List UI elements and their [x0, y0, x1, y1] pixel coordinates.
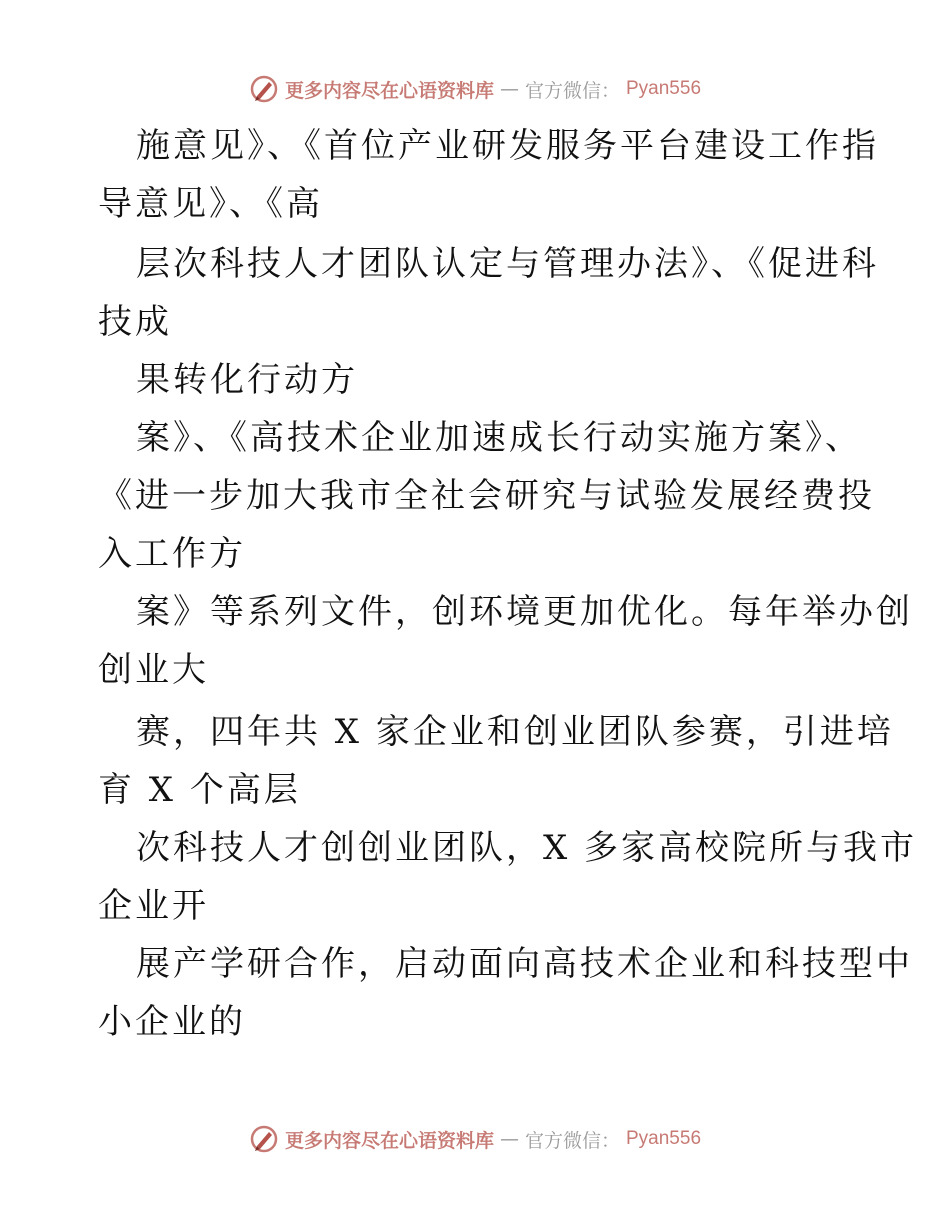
text-line: 育 X 个高层 [98, 770, 301, 810]
watermark-account-id: Pyan556 [626, 1128, 702, 1149]
text-line: 施意见》、《首位产业研发服务平台建设工作指 [136, 126, 879, 166]
text-line: 展产学研合作，启动面向高技术企业和科技型中 [136, 944, 913, 984]
text-line: 入工作方 [98, 534, 246, 574]
watermark-brand-text: 更多内容尽在心语资料库 [284, 1129, 494, 1152]
text-line: 创业大 [98, 650, 209, 690]
text-line: 小企业的 [98, 1002, 246, 1042]
text-line: 赛，四年共 X 家企业和创业团队参赛，引进培 [136, 712, 894, 752]
footer-watermark [0, 1122, 950, 1156]
watermark-brand-text: 更多内容尽在心语资料库 [284, 79, 494, 102]
text-line: 技成 [98, 302, 172, 342]
pen-logo-icon [249, 1124, 279, 1154]
header-watermark [0, 72, 950, 106]
watermark-dash: — [499, 78, 519, 100]
text-line: 案》等系列文件，创环境更加优化。每年举办创 [136, 592, 913, 632]
watermark-official-label: 官方微信： [524, 79, 620, 102]
watermark-official-label: 官方微信： [524, 1129, 620, 1152]
text-line: 层次科技人才团队认定与管理办法》、《促进科 [136, 244, 879, 284]
watermark-account-id: Pyan556 [626, 78, 702, 99]
text-line: 案》、《高技术企业加速成长行动实施方案》、 [136, 418, 862, 458]
watermark-dash: — [499, 1128, 519, 1150]
text-line: 企业开 [98, 886, 209, 926]
text-line: 导意见》、《高 [98, 184, 323, 224]
text-line: 果转化行动方 [136, 360, 358, 400]
text-line: 次科技人才创创业团队，X 多家高校院所与我市 [136, 828, 918, 868]
text-line: 《进一步加大我市全社会研究与试验发展经费投 [98, 476, 875, 516]
pen-logo-icon [249, 74, 279, 104]
